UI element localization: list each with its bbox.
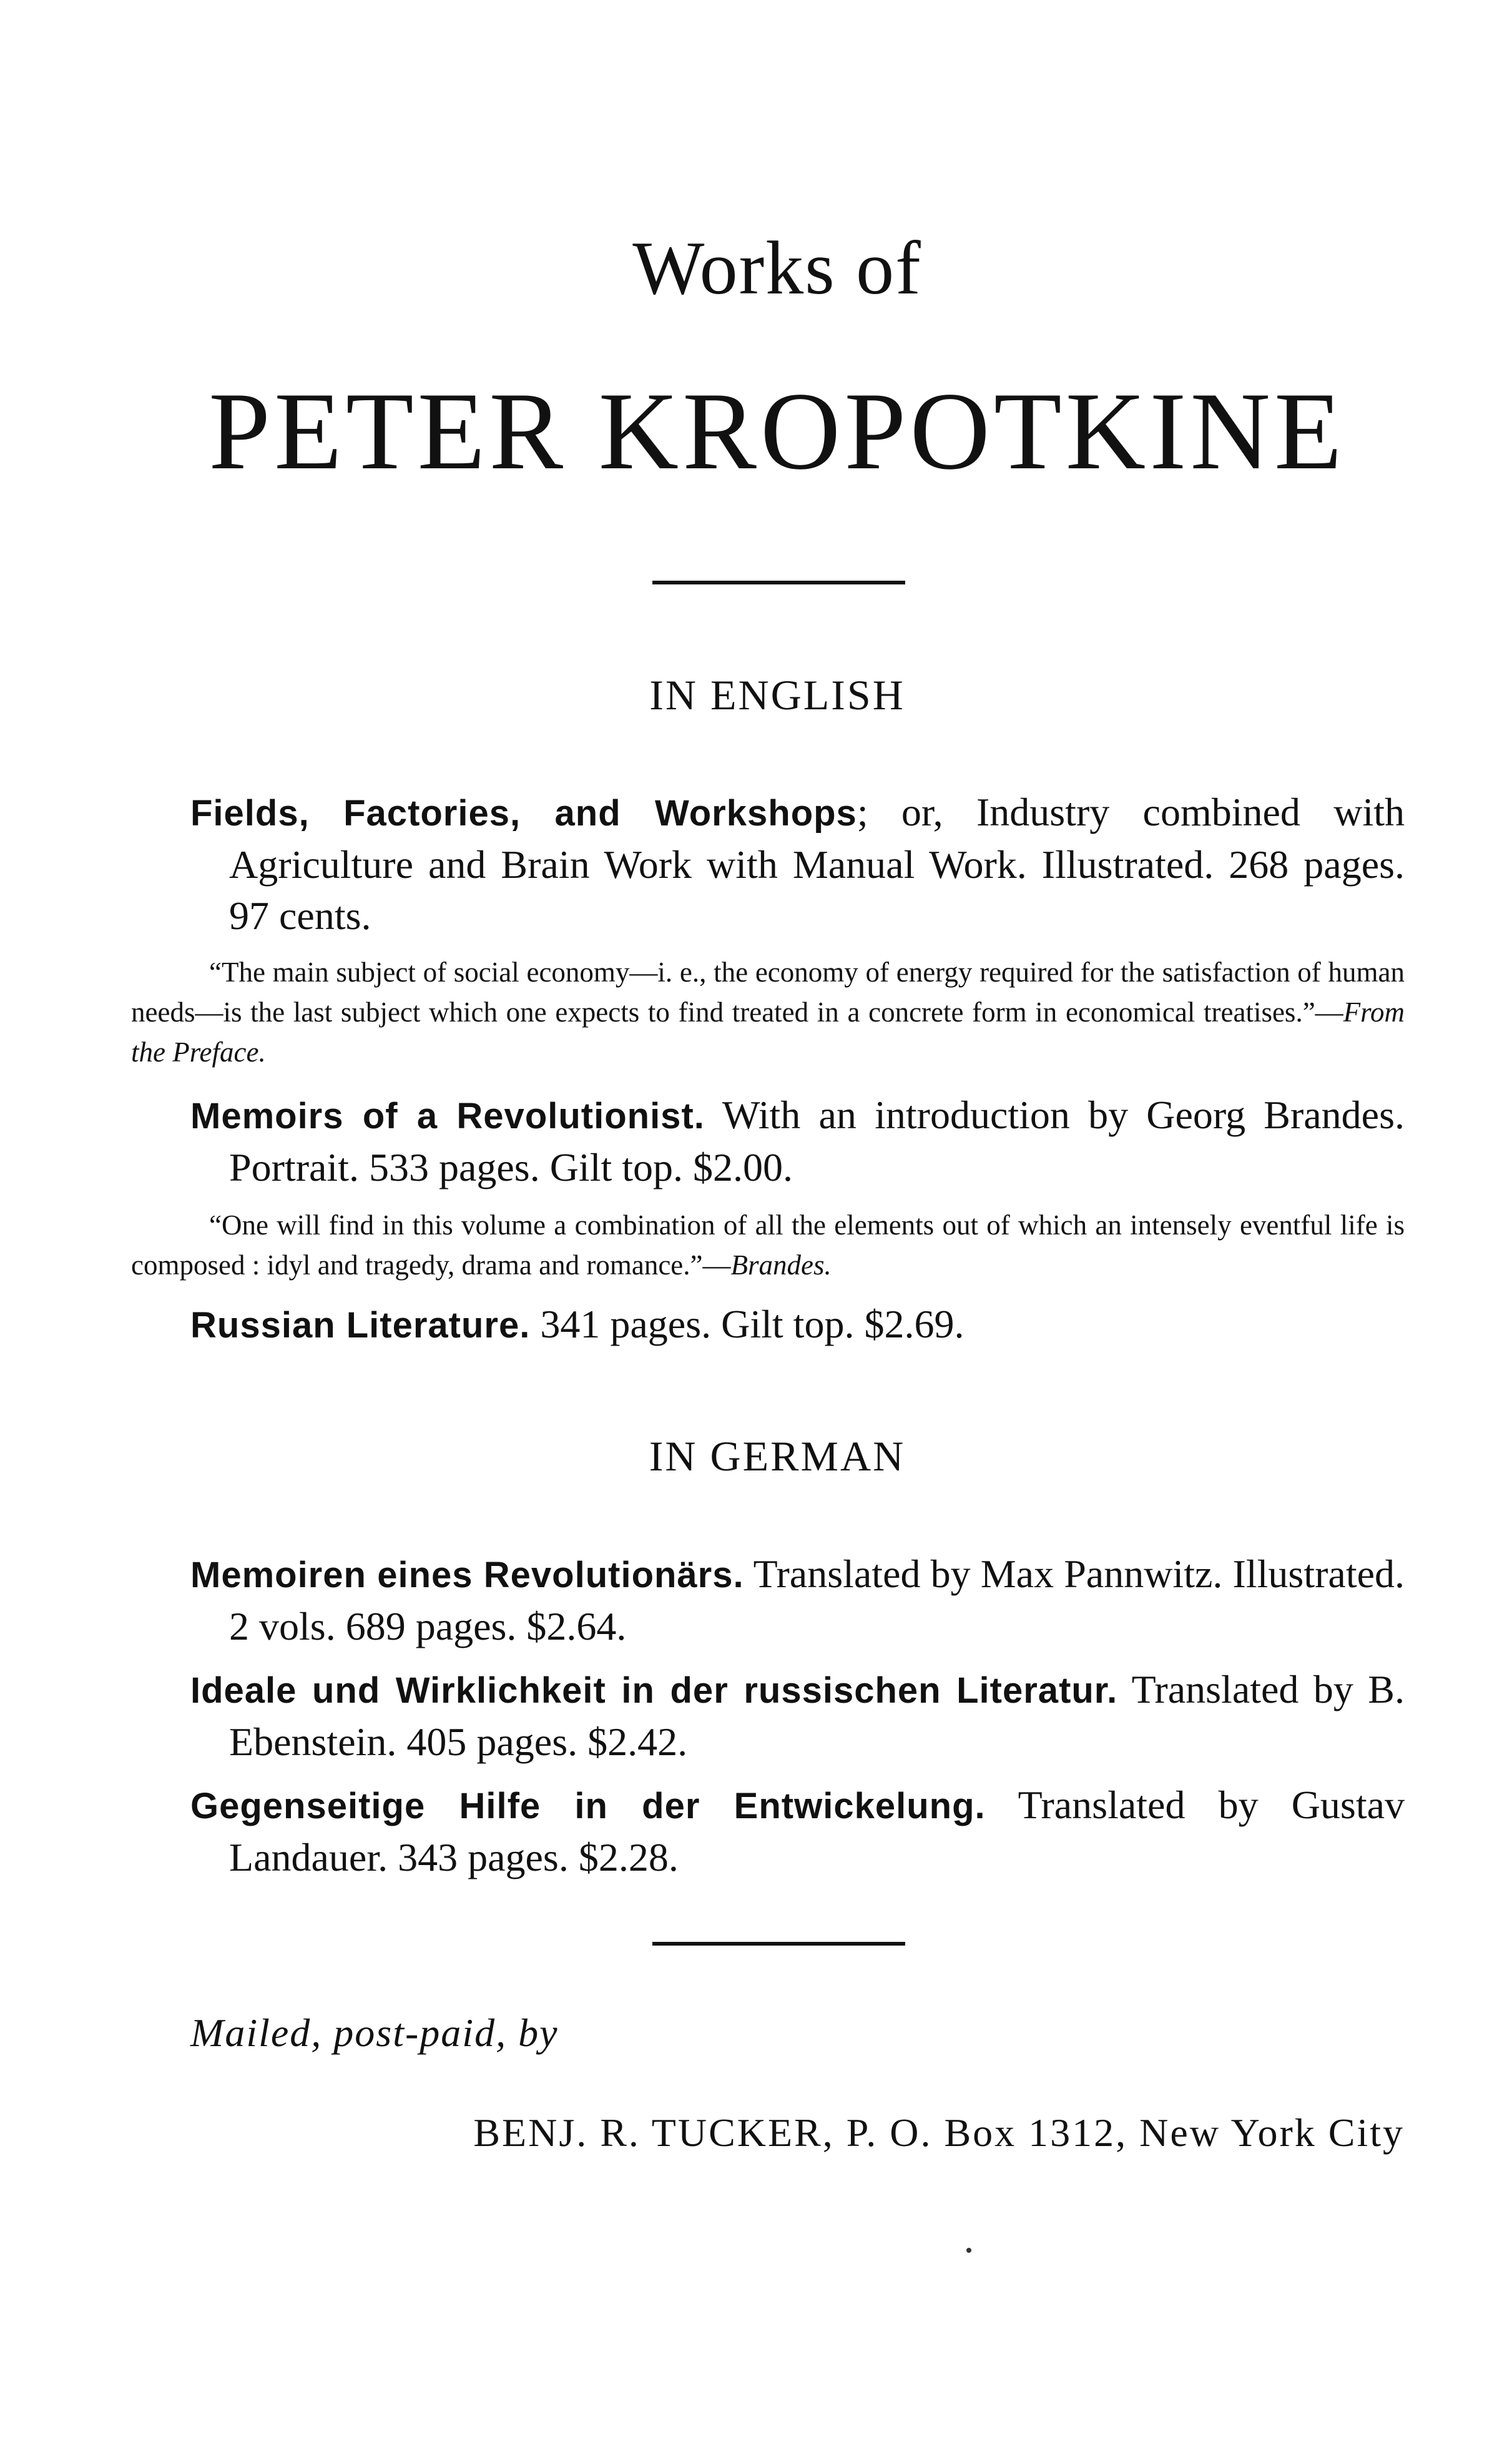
book-details: Translated by Max Pannwitz. Illustrated. 2 vols. 689 pages. $2.64. [229, 1552, 1405, 1648]
book-title: Ideale und Wirklichkeit in der russischen Literatur. [190, 1670, 1118, 1711]
publisher-address: BENJ. R. TUCKER, P. O. Box 1312, New York City [473, 2110, 1405, 2155]
book-title: Memoirs of a Revolutionist. [190, 1096, 705, 1136]
divider-rule [652, 1942, 905, 1946]
quote-text: “The main subject of social economy—i. e., the economy of energy required for the satisfaction of human needs—is the last subject which one expects to find treated in a concrete form in economical treatises.”— [131, 957, 1405, 1028]
book-entry [190, 1299, 1405, 1351]
section-heading-german: IN GERMAN [649, 1432, 906, 1480]
quote-text: “One will find in this volume a combination of all the elements out of which an intensely eventful life is composed : idyl and tragedy, drama and romance.”— [131, 1209, 1405, 1281]
book-entry [190, 1090, 1405, 1193]
book-quote [131, 952, 1405, 1072]
print-speck [966, 2248, 971, 2253]
book-entry [190, 1780, 1405, 1883]
book-details: Translated by Gustav Landauer. 343 pages. $2.28. [229, 1783, 1405, 1879]
section-heading-english: IN ENGLISH [649, 671, 905, 719]
book-title: Fields, Factories, and Workshops [190, 793, 857, 834]
book-title: Memoiren eines Revolutionärs. [190, 1555, 744, 1595]
book-details: ; or, Industry combined with Agriculture and Brain Work with Manual Work. Illustrated. 268 pages. 97 cents. [229, 790, 1405, 938]
book-title: Russian Literature. [190, 1305, 531, 1346]
book-entry [190, 1548, 1405, 1652]
book-entry [190, 787, 1405, 942]
book-quote [131, 1205, 1405, 1285]
book-title: Gegenseitige Hilfe in der Entwickelung. [190, 1786, 986, 1826]
book-details: With an introduction by Georg Brandes. Portrait. 533 pages. Gilt top. $2.00. [229, 1093, 1405, 1189]
book-entry [190, 1664, 1405, 1768]
book-details: 341 pages. Gilt top. $2.69. [530, 1302, 965, 1346]
quote-source: From the Preface. [131, 997, 1405, 1068]
book-details: Translated by B. Ebenstein. 405 pages. $2.42. [229, 1667, 1405, 1764]
mailed-line: Mailed, post-paid, by [190, 2011, 559, 2055]
author-name: PETER KROPOTKINE [209, 369, 1346, 493]
works-of-heading: Works of [632, 226, 922, 310]
quote-source: Brandes. [730, 1249, 832, 1281]
divider-rule [652, 581, 905, 584]
